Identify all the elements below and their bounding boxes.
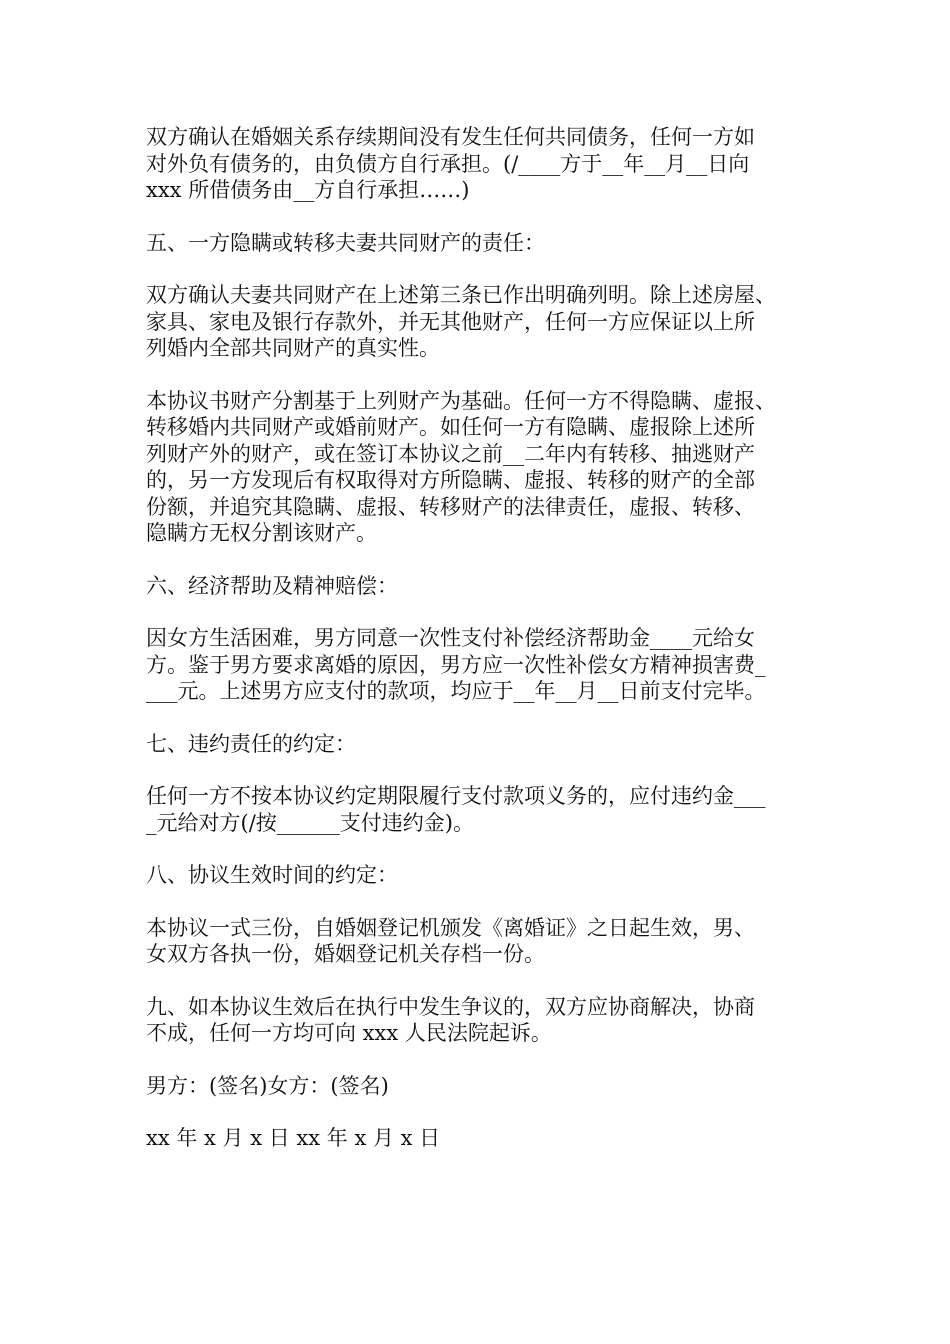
section-heading-5 [146, 230, 818, 257]
text-line: 对外负有债务的，由负债方自行承担。(/____方于__年__月__日向 [146, 151, 750, 176]
text-line: 本协议书财产分割基于上列财产为基础。任何一方不得隐瞒、虚报、 [146, 388, 776, 413]
section-heading-7 [146, 731, 818, 758]
section-heading-6 [146, 573, 818, 600]
text-line: 任何一方不按本协议约定期限履行支付款项义务的，应付违约金___ [146, 784, 766, 808]
text-line: 列婚内全部共同财产的真实性。 [146, 336, 440, 360]
paragraph-property-confirmation [146, 282, 818, 362]
paragraph-effective-date [146, 915, 818, 968]
date-text: xx 年 x 月 x 日 xx 年 x 月 x 日 [146, 1126, 441, 1150]
paragraph-concealment-liability [146, 388, 818, 547]
signature-line [146, 1073, 818, 1100]
heading-text: 七、违约责任的约定： [146, 731, 356, 756]
text-line: 列财产外的财产，或在签订本协议之前__二年内有转移、抽逃财产 [146, 441, 755, 466]
text-line: xxx 所借债务由__方自行承担……) [146, 178, 470, 202]
document-body [146, 124, 818, 1178]
text-line: 本协议一式三份，自婚姻登记机颁发《离婚证》之日起生效，男、 [146, 915, 755, 940]
text-line: 双方确认在婚姻关系存续期间没有发生任何共同债务，任何一方如 [146, 125, 755, 149]
text-line: _元给对方(/按______支付违约金)。 [146, 810, 474, 835]
paragraph-breach-liability [146, 783, 818, 836]
text-line: 隐瞒方无权分割该财产。 [146, 521, 377, 545]
section-heading-8 [146, 862, 818, 889]
text-line: 不成，任何一方均可向 xxx 人民法院起诉。 [146, 1021, 552, 1045]
text-line: ___元。上述男方应支付的款项，均应于__年__月__日前支付完毕。 [146, 679, 766, 703]
text-line: 九、如本协议生效后在执行中发生争议的，双方应协商解决，协商 [146, 994, 755, 1019]
text-line: 方。鉴于男方要求离婚的原因，男方应一次性补偿女方精神损害费_ [146, 652, 766, 677]
text-line: 女双方各执一份，婚姻登记机关存档一份。 [146, 942, 545, 966]
signature-text: 男方：(签名)女方：(签名) [146, 1073, 389, 1098]
text-line: 的，另一方发现后有权取得对方所隐瞒、虚报、转移的财产的全部 [146, 468, 755, 492]
date-line [146, 1125, 818, 1152]
text-line: 家具、家电及银行存款外，并无其他财产，任何一方应保证以上所 [146, 309, 755, 334]
paragraph-debt-clause [146, 124, 818, 204]
paragraph-compensation [146, 625, 818, 705]
text-line: 转移婚内共同财产或婚前财产。如任何一方有隐瞒、虚报除上述所 [146, 415, 755, 439]
heading-text: 八、协议生效时间的约定： [146, 863, 398, 887]
text-line: 双方确认夫妻共同财产在上述第三条已作出明确列明。除上述房屋、 [146, 283, 776, 307]
text-line: 份额，并追究其隐瞒、虚报、转移财产的法律责任，虚报、转移、 [146, 494, 755, 519]
heading-text: 五、一方隐瞒或转移夫妻共同财产的责任： [146, 230, 545, 255]
paragraph-dispute-resolution [146, 994, 818, 1047]
heading-text: 六、经济帮助及精神赔偿： [146, 573, 398, 598]
text-line: 因女方生活困难，男方同意一次性支付补偿经济帮助金____元给女 [146, 626, 755, 650]
